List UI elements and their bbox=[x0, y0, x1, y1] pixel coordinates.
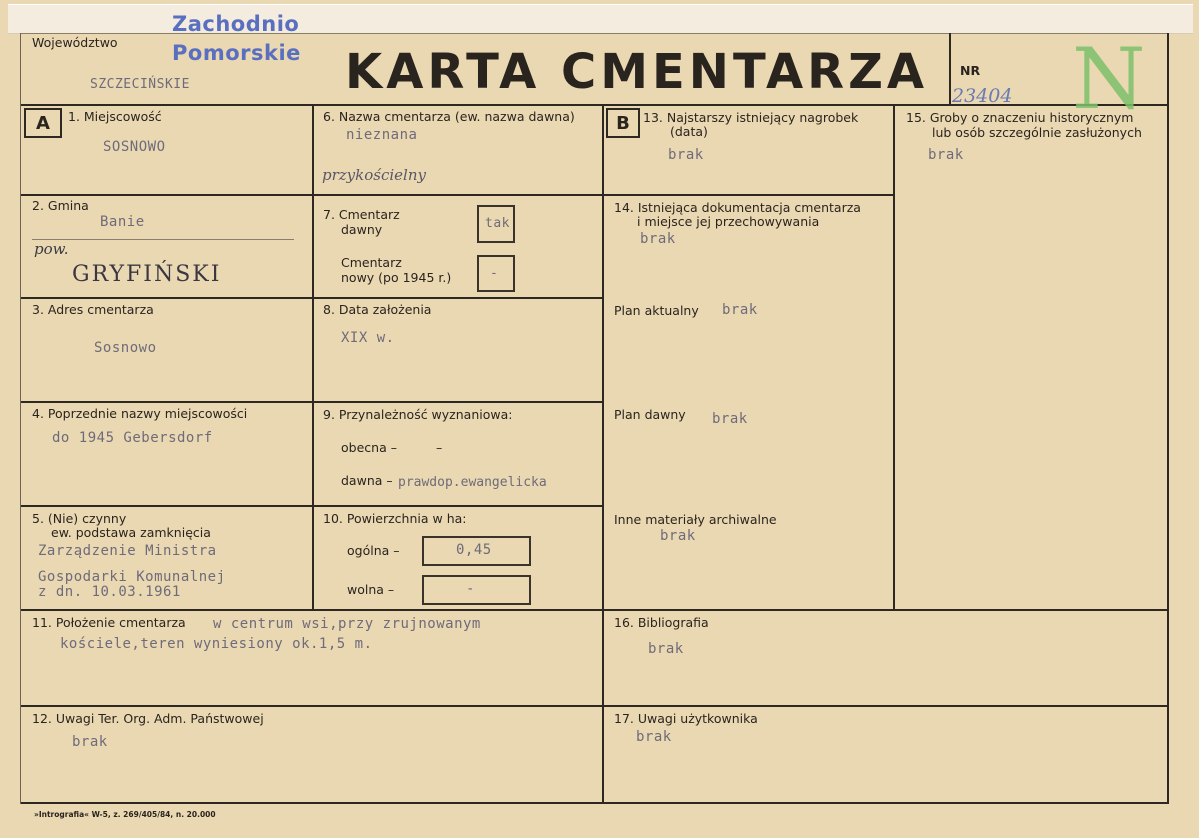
field11-value1: w centrum wsi,przy zrujnowanym bbox=[213, 616, 481, 632]
field13-label2: (data) bbox=[670, 124, 708, 139]
field6-value: nieznana bbox=[346, 127, 418, 143]
plan-dawny-value: brak bbox=[712, 411, 748, 427]
field9-dawna-label: dawna – bbox=[341, 473, 393, 488]
wolna-box bbox=[422, 575, 531, 605]
field11-value2: kościele,teren wyniesiony ok.1,5 m. bbox=[60, 636, 373, 652]
field9-label: 9. Przynależność wyznaniowa: bbox=[323, 407, 513, 422]
nr-divider bbox=[949, 33, 951, 104]
field13-label1: 13. Najstarszy istniejący nagrobek bbox=[643, 110, 859, 125]
field3-value: Sosnowo bbox=[94, 340, 157, 356]
stamp-line2: Pomorskie bbox=[172, 41, 301, 65]
field12-value: brak bbox=[72, 734, 108, 750]
field17-value: brak bbox=[636, 729, 672, 745]
field10-wolna-label: wolna – bbox=[347, 582, 395, 597]
field1-value: SOSNOWO bbox=[103, 139, 166, 155]
field9-obecna-value: – bbox=[436, 440, 443, 455]
plan-dawny-label: Plan dawny bbox=[614, 407, 686, 422]
field15-label1: 15. Groby o znaczeniu historycznym bbox=[906, 110, 1134, 125]
field5-label2: ew. podstawa zamknięcia bbox=[51, 525, 211, 540]
col-divider bbox=[893, 104, 895, 609]
field2-label: 2. Gmina bbox=[32, 198, 89, 213]
nr-label: NR bbox=[960, 63, 981, 78]
inne-label: Inne materiały archiwalne bbox=[614, 512, 777, 527]
field8-value: XIX w. bbox=[341, 330, 395, 346]
print-footer: »Intrografia« W-5, z. 269/405/84, n. 20.000 bbox=[34, 810, 216, 819]
pow-label: pow. bbox=[34, 240, 69, 258]
field10-wolna-value: - bbox=[466, 581, 475, 597]
field4-value: do 1945 Gebersdorf bbox=[52, 430, 213, 446]
field9-obecna-label: obecna – bbox=[341, 440, 397, 455]
field9-dawna-value: prawdop.ewangelicka bbox=[398, 475, 547, 490]
right-border bbox=[1167, 33, 1169, 804]
page-title: KARTA CMENTARZA bbox=[345, 44, 929, 100]
field5-label1: 5. (Nie) czynny bbox=[32, 511, 127, 526]
field6-label: 6. Nazwa cmentarza (ew. nazwa dawna) bbox=[323, 109, 575, 124]
row-divider bbox=[20, 705, 1169, 707]
field1-label: 1. Miejscowość bbox=[68, 109, 162, 124]
field4-label: 4. Poprzednie nazwy miejscowości bbox=[32, 406, 248, 421]
field7-label-dawny1: 7. Cmentarz bbox=[323, 207, 400, 222]
field14-value: brak bbox=[640, 231, 676, 247]
field13-value: brak bbox=[668, 147, 704, 163]
row-divider bbox=[603, 194, 893, 196]
field10-ogolna-value: 0,45 bbox=[456, 542, 492, 558]
field2-value: Banie bbox=[100, 214, 145, 230]
field17-label: 17. Uwagi użytkownika bbox=[614, 711, 758, 726]
field16-value: brak bbox=[648, 641, 684, 657]
cmentarz-dawny-box bbox=[477, 205, 515, 243]
stamp-line1: Zachodnio bbox=[172, 12, 300, 36]
plan-aktualny-value: brak bbox=[722, 302, 758, 318]
field14-label2: i miejsce jej przechowywania bbox=[637, 214, 820, 229]
field5-value2: Gospodarki Komunalnej bbox=[38, 569, 226, 585]
gmina-underline bbox=[32, 239, 294, 240]
field3-label: 3. Adres cmentarza bbox=[32, 302, 154, 317]
wojewodztwo-label: Województwo bbox=[32, 35, 118, 50]
cmentarz-nowy-value: - bbox=[490, 266, 499, 281]
field12-label: 12. Uwagi Ter. Org. Adm. Państwowej bbox=[32, 711, 264, 726]
field7-label-nowy1: Cmentarz bbox=[341, 255, 402, 270]
row-divider bbox=[20, 609, 1169, 611]
field7-label-nowy2: nowy (po 1945 r.) bbox=[341, 270, 452, 285]
bottom-border bbox=[20, 802, 1169, 804]
field6-note: przykościelny bbox=[322, 166, 426, 184]
field10-label: 10. Powierzchnia w ha: bbox=[323, 511, 467, 526]
left-border bbox=[20, 33, 21, 804]
ogolna-box bbox=[422, 536, 531, 566]
field7-label-dawny2: dawny bbox=[341, 222, 383, 237]
field10-ogolna-label: ogólna – bbox=[347, 543, 400, 558]
cmentarz-dawny-value: tak bbox=[485, 216, 510, 231]
nr-value: 23404 bbox=[952, 85, 1013, 107]
col-divider bbox=[312, 104, 314, 609]
field11-label: 11. Położenie cmentarza bbox=[32, 615, 186, 630]
green-mark: N bbox=[1072, 30, 1146, 128]
section-a-box: A bbox=[24, 108, 62, 138]
field5-value1: Zarządzenie Ministra bbox=[38, 543, 217, 559]
field8-label: 8. Data założenia bbox=[323, 302, 432, 317]
section-b-box: B bbox=[606, 108, 640, 138]
field16-label: 16. Bibliografia bbox=[614, 615, 709, 630]
field14-label1: 14. Istniejąca dokumentacja cmentarza bbox=[614, 200, 861, 215]
plan-aktualny-label: Plan aktualny bbox=[614, 303, 699, 318]
col-divider bbox=[602, 104, 604, 804]
cmentarz-nowy-box bbox=[477, 255, 515, 292]
wojewodztwo-value: SZCZECIŃSKIE bbox=[90, 77, 190, 92]
pow-value: GRYFIŃSKI bbox=[72, 262, 222, 287]
field15-value: brak bbox=[928, 147, 964, 163]
field15-label2: lub osób szczególnie zasłużonych bbox=[932, 125, 1142, 140]
inne-value: brak bbox=[660, 528, 696, 544]
field5-value3: z dn. 10.03.1961 bbox=[38, 584, 181, 600]
